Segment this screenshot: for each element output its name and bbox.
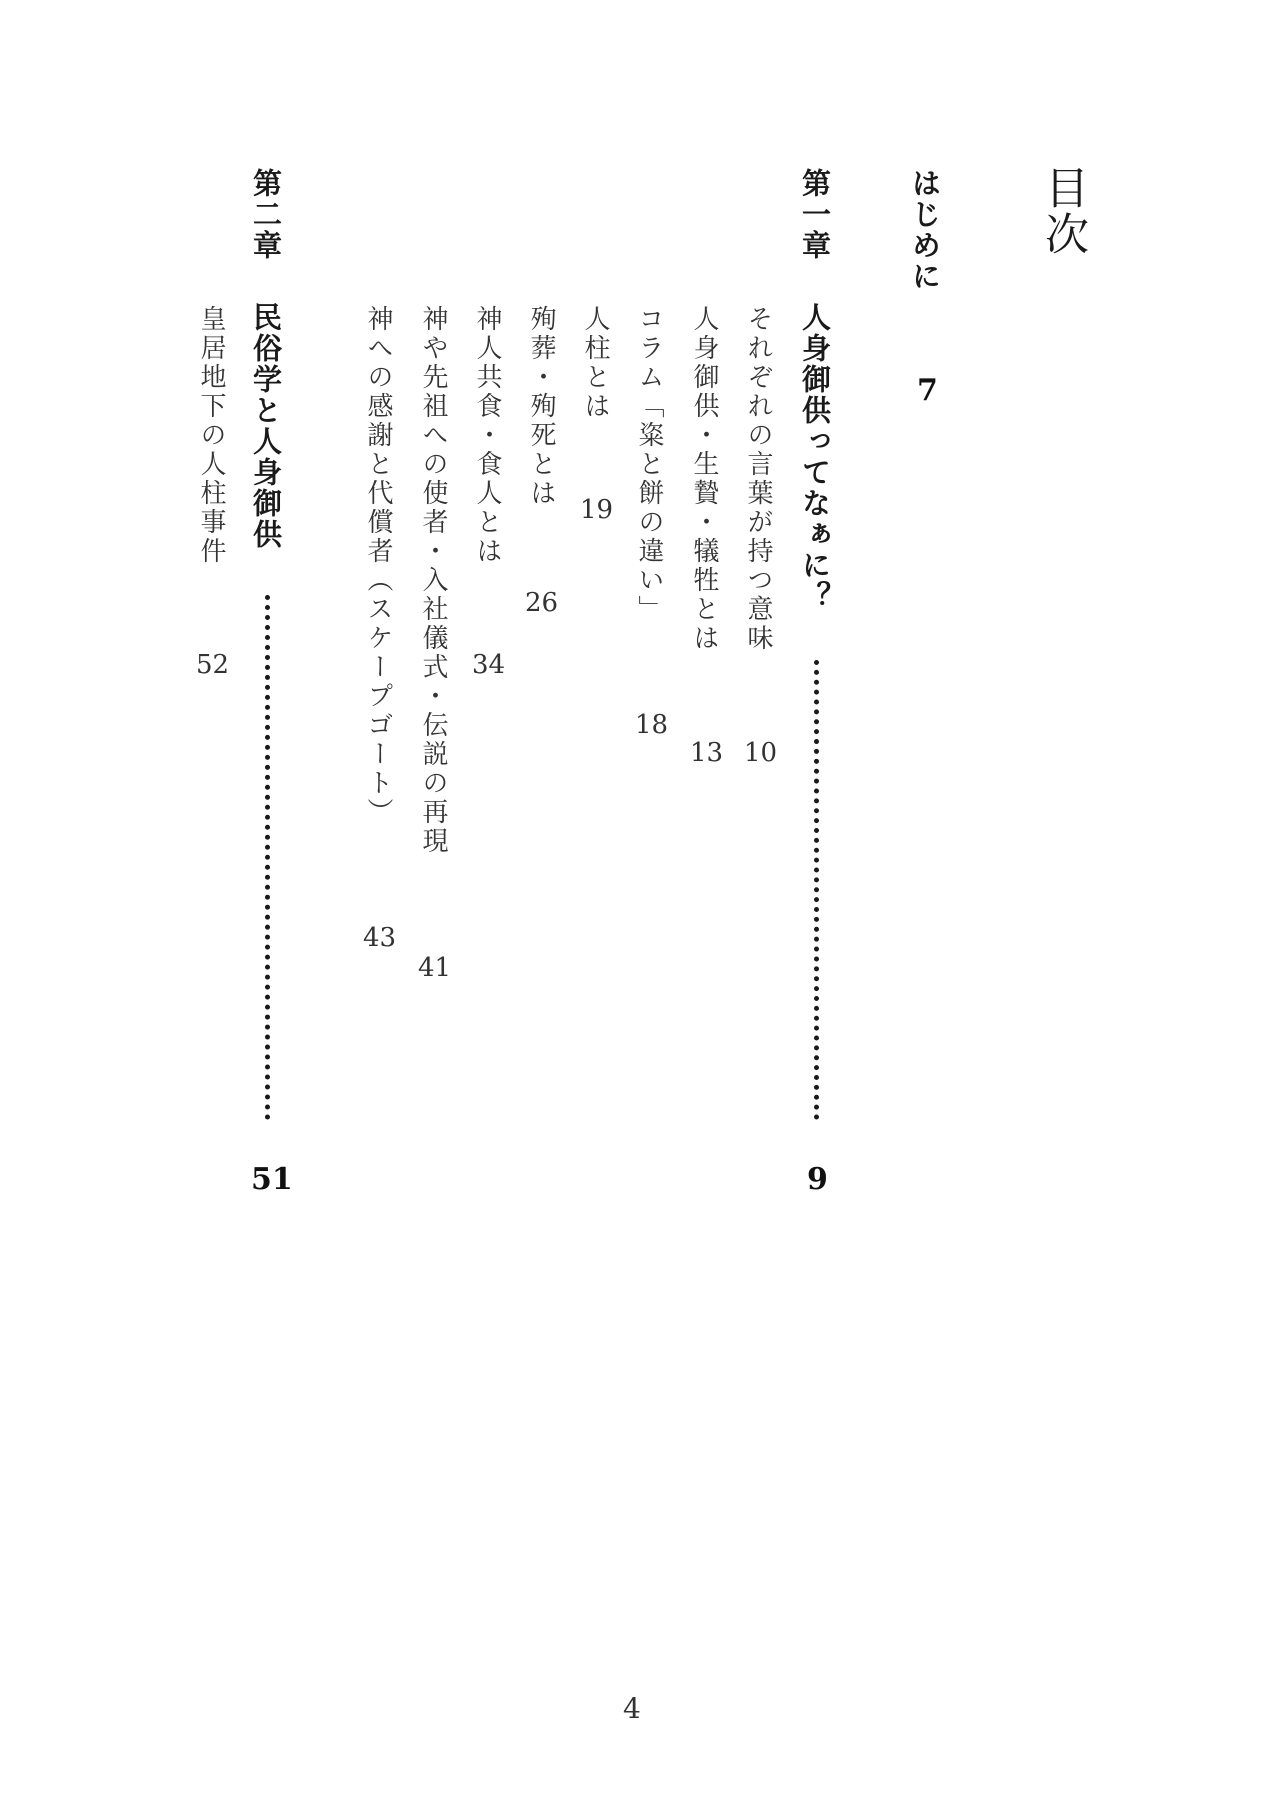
page-number-footer: 4: [623, 1692, 641, 1725]
toc-entry: それぞれの言葉が持つ意味: [743, 305, 773, 653]
intro-heading: はじめに: [908, 168, 942, 292]
toc-entry-page-number: 18: [635, 710, 669, 740]
toc-entry-page-number: 10: [744, 738, 778, 768]
toc-entry: 神人共食・食人とは: [472, 305, 502, 566]
toc-entry: 神への感謝と代償者（スケープゴート）: [363, 305, 393, 827]
chapter-1-title: 人身御供ってなぁに？: [798, 302, 832, 612]
chapter-1-page-number: 9: [807, 1162, 828, 1197]
toc-entry-page-number: 19: [580, 495, 614, 525]
toc-entry: 皇居地下の人柱事件: [196, 305, 226, 566]
toc-entry: 人柱とは: [580, 305, 610, 421]
toc-entry: コラム「粢と餅の違い」: [634, 305, 664, 624]
chapter-2-label: 第二章: [249, 168, 283, 261]
chapter-2-title: 民俗学と人身御供: [249, 302, 283, 550]
toc-entry: 人身御供・生贄・犠牲とは: [689, 305, 719, 653]
chapter-1-label: 第一章: [798, 168, 832, 261]
chapter-2-page-number: 51: [251, 1162, 293, 1197]
intro-page-number: 7: [917, 373, 938, 408]
toc-entry-page-number: 43: [363, 923, 397, 953]
toc-entry: 殉葬・殉死とは: [526, 305, 556, 508]
toc-title: 目次: [1037, 165, 1088, 257]
toc-entry-page-number: 34: [472, 650, 506, 680]
chapter-1-leader-dots: [814, 660, 819, 1120]
toc-entry-page-number: 41: [418, 953, 452, 983]
chapter-2-leader-dots: [265, 595, 270, 1120]
toc-entry: 神や先祖への使者・入社儀式・伝説の再現: [418, 305, 448, 856]
toc-entry-page-number: 13: [690, 738, 724, 768]
toc-entry-page-number: 52: [196, 650, 230, 680]
toc-entry-page-number: 26: [525, 588, 559, 618]
